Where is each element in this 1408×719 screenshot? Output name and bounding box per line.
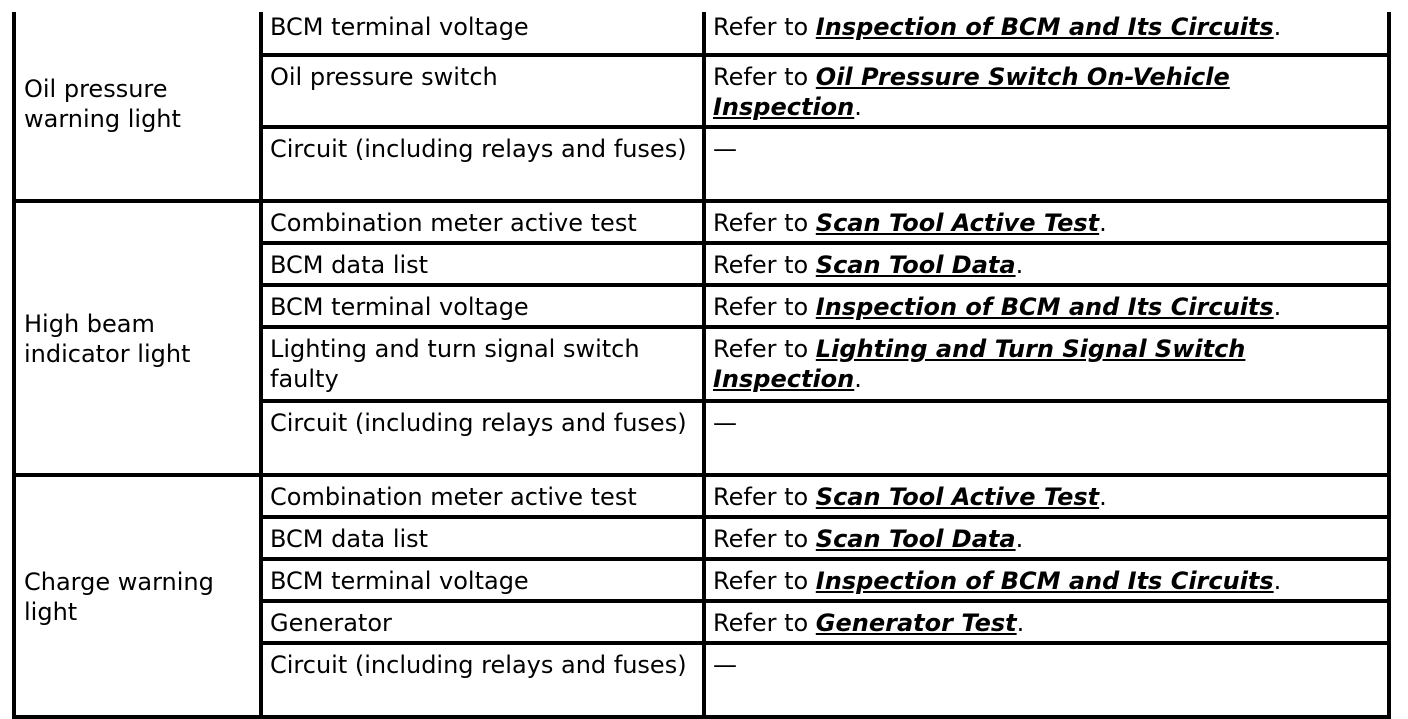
item-cell: Circuit (including relays and fuses) <box>261 643 704 717</box>
reference-link[interactable]: Generator Test <box>815 609 1017 637</box>
refer-prefix: Refer to <box>713 525 816 553</box>
reference-link[interactable]: Oil Pressure Switch On-Vehicle Inspection <box>713 63 1230 121</box>
system-cell: Charge warning light <box>14 475 261 717</box>
reference-cell <box>704 201 1389 243</box>
refer-prefix: Refer to <box>713 335 816 363</box>
ref-suffix: . <box>1273 13 1282 41</box>
item-cell: Circuit (including relays and fuses) <box>261 401 704 475</box>
inspection-table <box>12 12 1391 719</box>
ref-suffix: . <box>1099 209 1107 237</box>
ref-suffix: . <box>1015 525 1024 553</box>
reference-link[interactable]: Scan Tool Data <box>815 525 1016 553</box>
item-cell: Oil pressure switch <box>261 55 704 127</box>
ref-suffix: . <box>1273 293 1282 321</box>
table-row <box>14 201 1389 243</box>
ref-suffix: . <box>1099 483 1107 511</box>
dash-text: — <box>713 409 737 437</box>
reference-link[interactable]: Scan Tool Data <box>815 251 1016 279</box>
reference-cell <box>704 643 1389 717</box>
refer-prefix: Refer to <box>713 251 816 279</box>
ref-suffix: . <box>1273 567 1282 595</box>
reference-cell <box>704 517 1389 559</box>
reference-cell <box>704 475 1389 517</box>
reference-link[interactable]: Lighting and Turn Signal Switch Inspection <box>713 335 1246 393</box>
reference-link[interactable]: Inspection of BCM and Its Circuits <box>815 567 1274 595</box>
reference-cell <box>704 601 1389 643</box>
item-cell: BCM data list <box>261 517 704 559</box>
reference-cell <box>704 327 1389 401</box>
refer-prefix: Refer to <box>713 567 816 595</box>
reference-cell <box>704 127 1389 201</box>
refer-prefix: Refer to <box>713 609 816 637</box>
system-cell: High beam indicator light <box>14 201 261 475</box>
ref-suffix: . <box>854 93 862 121</box>
dash-text: — <box>713 651 737 679</box>
reference-link[interactable]: Scan Tool Active Test <box>815 483 1100 511</box>
refer-prefix: Refer to <box>713 13 816 41</box>
ref-suffix: . <box>854 365 862 393</box>
reference-cell <box>704 55 1389 127</box>
ref-suffix: . <box>1015 251 1024 279</box>
item-cell: Circuit (including relays and fuses) <box>261 127 704 201</box>
item-cell: BCM terminal voltage <box>261 559 704 601</box>
reference-cell <box>704 401 1389 475</box>
refer-prefix: Refer to <box>713 293 816 321</box>
reference-link[interactable]: Scan Tool Active Test <box>815 209 1100 237</box>
item-cell: Combination meter active test <box>261 201 704 243</box>
reference-cell <box>704 285 1389 327</box>
refer-prefix: Refer to <box>713 209 816 237</box>
reference-cell <box>704 559 1389 601</box>
item-cell: Lighting and turn signal switch faulty <box>261 327 704 401</box>
reference-cell <box>704 243 1389 285</box>
reference-link[interactable]: Inspection of BCM and Its Circuits <box>815 293 1274 321</box>
refer-prefix: Refer to <box>713 483 816 511</box>
item-cell: BCM terminal voltage <box>261 12 704 55</box>
dash-text: — <box>713 135 737 163</box>
reference-cell <box>704 12 1389 55</box>
table-row <box>14 12 1389 55</box>
item-cell: Generator <box>261 601 704 643</box>
refer-prefix: Refer to <box>713 63 816 91</box>
system-cell: Oil pressure warning light <box>14 12 261 201</box>
ref-suffix: . <box>1016 609 1025 637</box>
item-cell: BCM data list <box>261 243 704 285</box>
reference-link[interactable]: Inspection of BCM and Its Circuits <box>815 13 1274 41</box>
table-row <box>14 475 1389 517</box>
item-cell: BCM terminal voltage <box>261 285 704 327</box>
item-cell: Combination meter active test <box>261 475 704 517</box>
